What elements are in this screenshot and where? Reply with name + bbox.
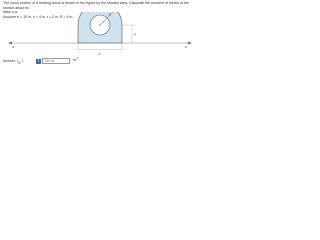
label-a-right: a (185, 45, 187, 49)
axis-arrow-right (188, 42, 192, 45)
answer-label-equals: = (20, 59, 24, 63)
center-point (99, 24, 100, 25)
answer-label-subscript: aa (17, 61, 21, 65)
answer-unit (73, 58, 78, 63)
label-a-left: a (12, 45, 14, 49)
problem-text-line-2: base a-a. (3, 10, 18, 15)
label-R: R (108, 13, 112, 17)
answer-label-text: Answer: I (3, 59, 18, 63)
bearing-block-figure (0, 12, 200, 57)
answer-row (3, 58, 123, 65)
answer-unit-text: in. (73, 58, 77, 62)
problem-text-line-3: Assume b = 10 in, h = 4 in, r = 2 in, R = 4 in. (3, 14, 74, 19)
answer-input[interactable] (42, 58, 70, 64)
axis-arrow-left (8, 42, 12, 45)
problem-text-line-1: The cross section of a bearing block is shown in the figure by the shaded area. Calculate the moment of inertia of the section about its (3, 1, 189, 10)
label-h: h (134, 32, 136, 37)
label-b: b (98, 52, 101, 56)
answer-unit-exponent: 4 (76, 56, 79, 60)
answer-label (3, 59, 24, 66)
bearing-block-section (78, 12, 122, 43)
label-r: r (103, 20, 105, 24)
info-icon[interactable]: i (37, 58, 39, 63)
